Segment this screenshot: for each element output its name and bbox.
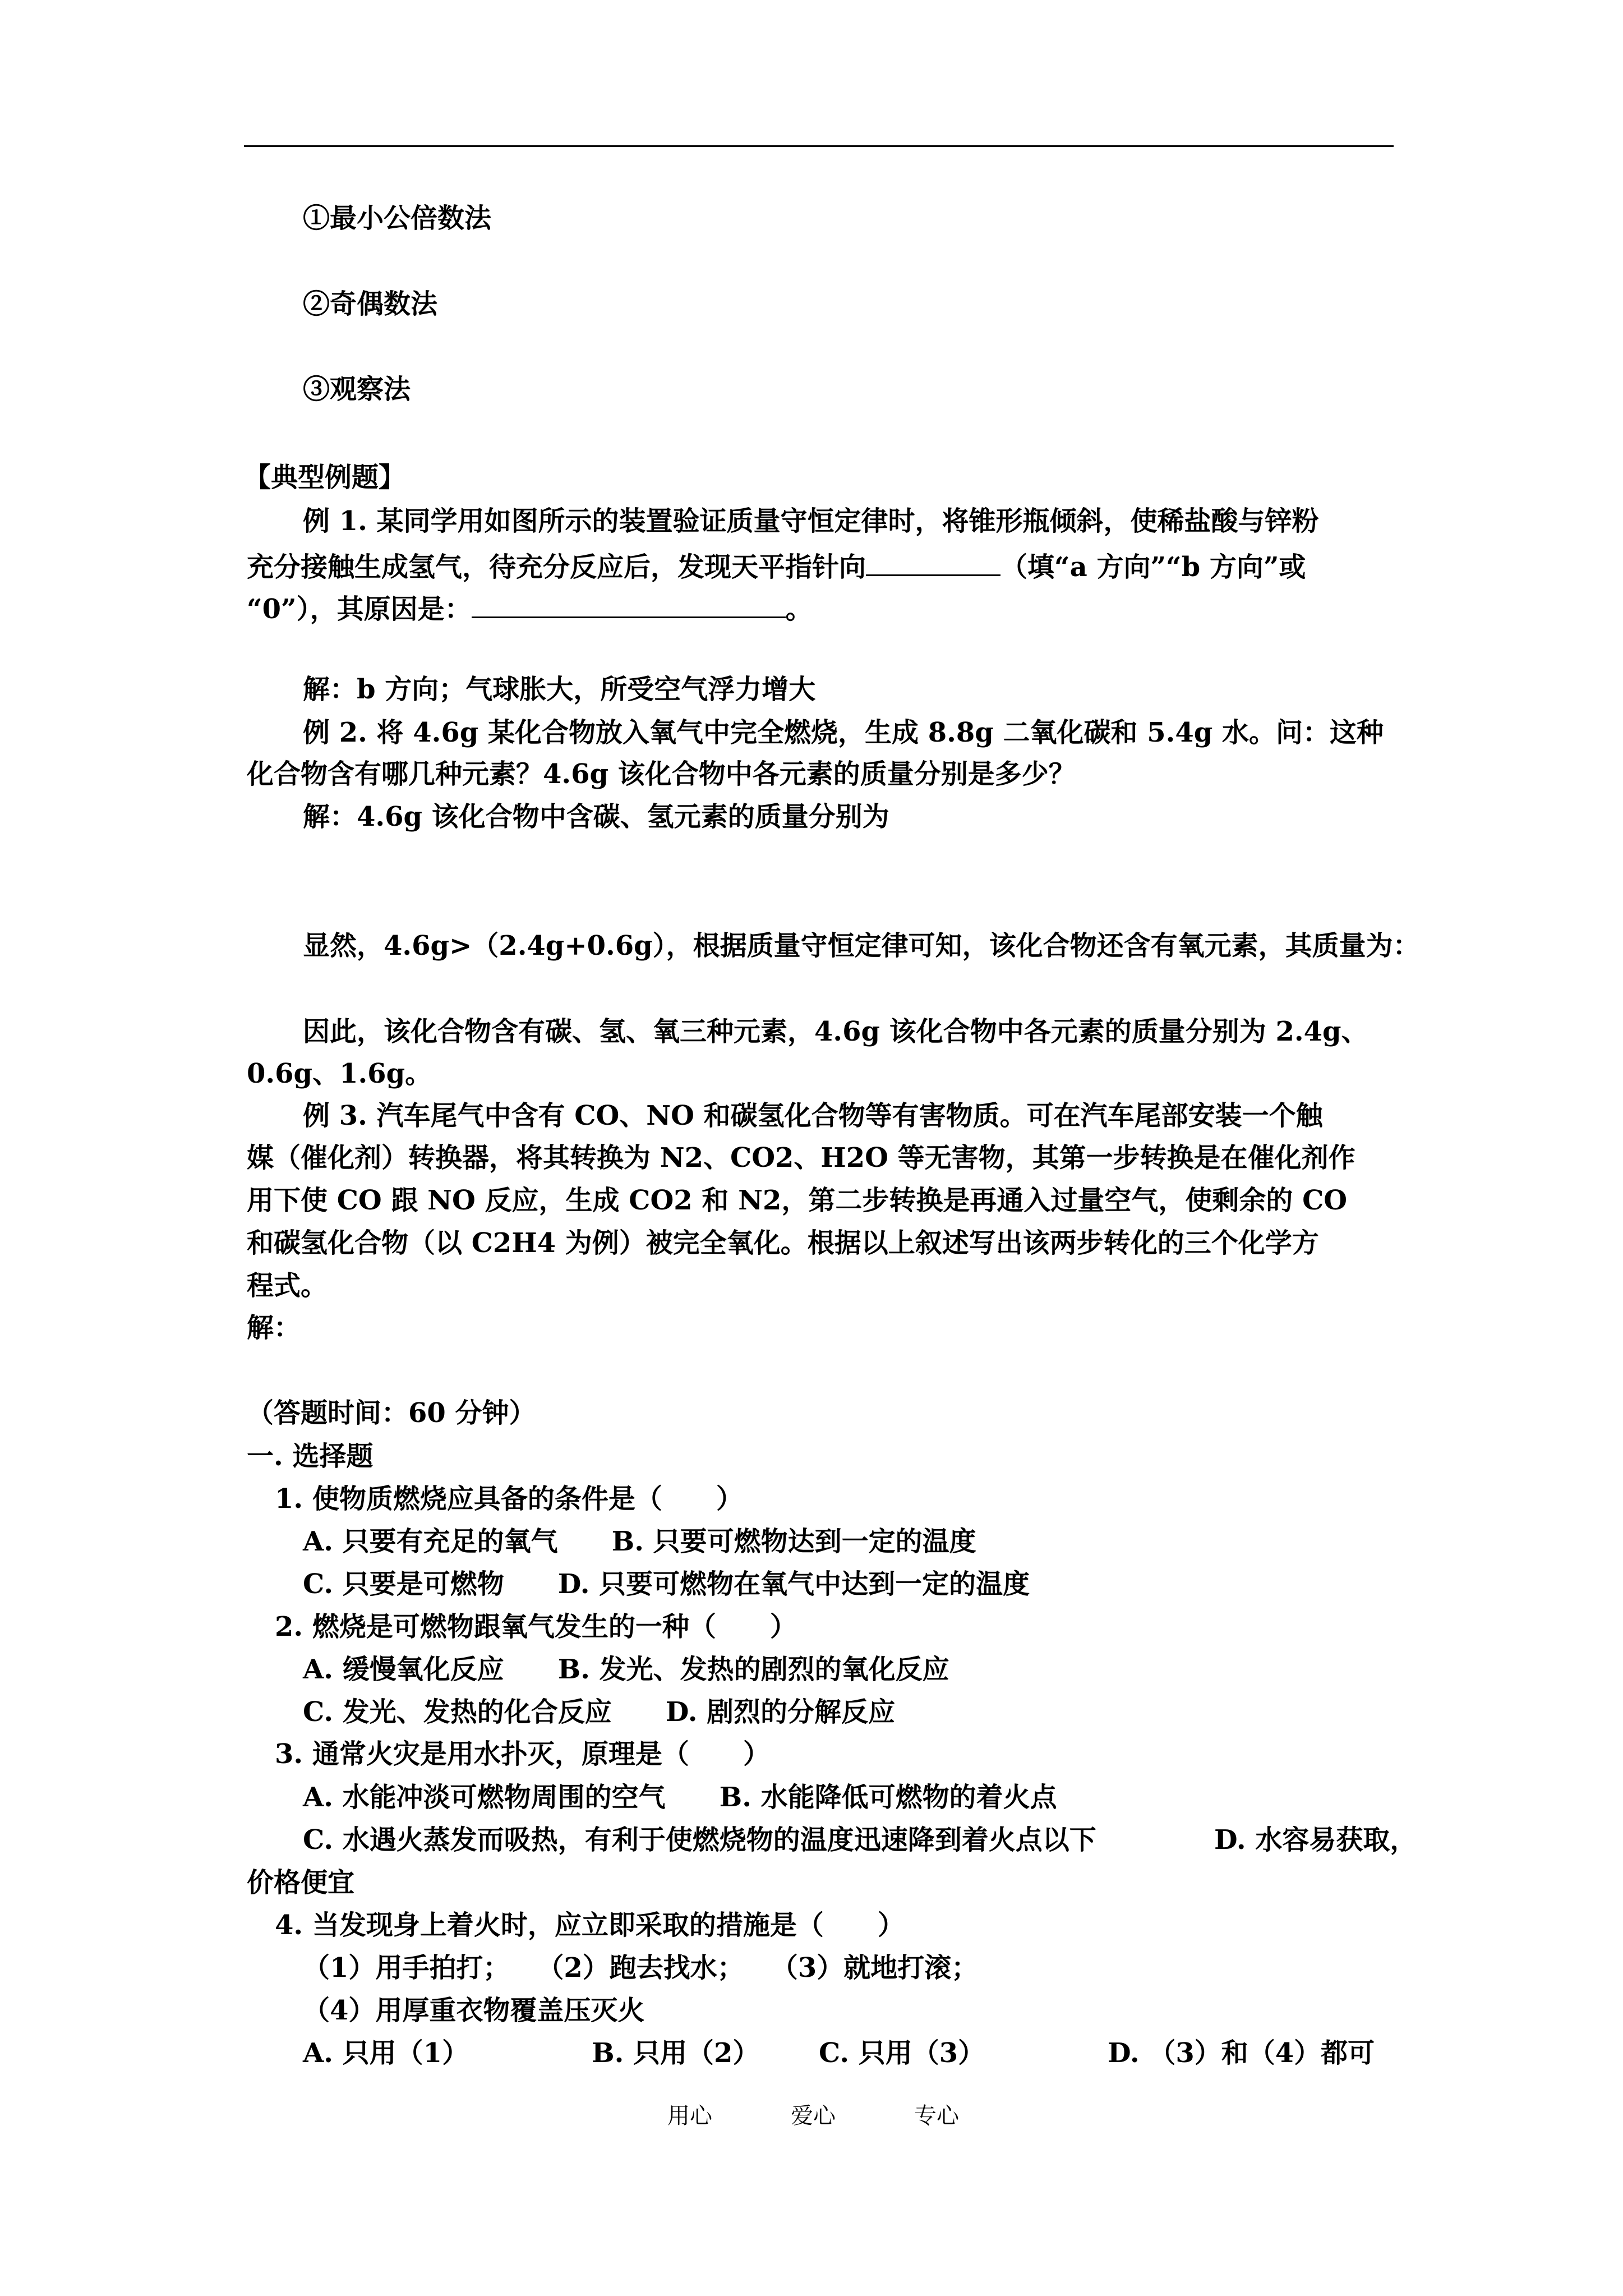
example2-line2: 化合物含有哪几种元素？4.6g 该化合物中各元素的质量分别是多少？ bbox=[247, 758, 1076, 790]
footer-text-3: 专心 bbox=[914, 2103, 959, 2129]
example2-line1: 例 2. 将 4.6g 某化合物放入氧气中完全燃烧，生成 8.8g 二氧化碳和 5.4g 水。问：这种 bbox=[303, 717, 1384, 748]
question-4-option-c: C. 只用（3） bbox=[819, 2037, 985, 2069]
example3-line1: 例 3. 汽车尾气中含有 CO、NO 和碳氢化合物等有害物质。可在汽车尾部安装一个触 bbox=[303, 1100, 1323, 1131]
section-heading: 【典型例题】 bbox=[244, 462, 406, 493]
question-2: 2. 燃烧是可燃物跟氧气发生的一种（ ） bbox=[275, 1611, 797, 1642]
example1-answer: 解：b 方向；气球胀大，所受空气浮力增大 bbox=[303, 674, 816, 705]
example1-line2-options: （填“a 方向”“b 方向”或 bbox=[1000, 551, 1306, 583]
question-4-option-d: D. （3）和（4）都可 bbox=[1108, 2037, 1375, 2069]
question-3-option-d: D. 水容易获取， bbox=[1214, 1824, 1417, 1856]
example3-line5: 程式。 bbox=[247, 1270, 328, 1301]
example3-line2: 媒（催化剂）转换器，将其转换为 N2、CO2、H2O 等无害物，其第一步转换是在催化剂作 bbox=[247, 1142, 1355, 1174]
question-1-options-row1: A. 只要有充足的氧气 B. 只要可燃物达到一定的温度 bbox=[303, 1526, 976, 1557]
question-2-options-row1: A. 缓慢氧化反应 B. 发光、发热的剧烈的氧化反应 bbox=[303, 1654, 949, 1685]
question-4: 4. 当发现身上着火时，应立即采取的措施是（ ） bbox=[275, 1910, 905, 1941]
example1-line2-text: 充分接触生成氢气，待充分反应后，发现天平指针向 bbox=[247, 551, 866, 583]
example2-answer2: 显然，4.6g>（2.4g+0.6g），根据质量守恒定律可知，该化合物还含有氧元素，其质量为： bbox=[303, 930, 1420, 961]
example2-answer1: 解：4.6g 该化合物中含碳、氢元素的质量分别为 bbox=[303, 801, 889, 832]
question-4-items-row1: （1）用手拍打； （2）跑去找水； （3）就地打滚； bbox=[303, 1952, 979, 1984]
time-note: （答题时间：60 分钟） bbox=[247, 1397, 536, 1429]
example1-line3-end: 。 bbox=[785, 593, 813, 625]
question-4-items-row2: （4）用厚重衣物覆盖压灭火 bbox=[303, 1995, 645, 2026]
method-observation: ③观察法 bbox=[303, 374, 411, 405]
question-4-option-b: B. 只用（2） bbox=[592, 2037, 760, 2069]
example1-line3-text: “0”），其原因是： bbox=[247, 593, 472, 625]
example2-answer3: 因此，该化合物含有碳、氢、氧三种元素，4.6g 该化合物中各元素的质量分别为 2.4g、 bbox=[303, 1016, 1368, 1047]
example2-answer4: 0.6g、1.6g。 bbox=[247, 1058, 432, 1089]
section1-title: 一. 选择题 bbox=[247, 1441, 374, 1472]
question-2-options-row2: C. 发光、发热的化合反应 D. 剧烈的分解反应 bbox=[303, 1696, 896, 1728]
answer-blank-reason[interactable] bbox=[472, 592, 786, 618]
method-odd-even: ②奇偶数法 bbox=[303, 288, 438, 320]
example1-line1: 例 1. 某同学用如图所示的装置验证质量守恒定律时，将锥形瓶倾斜，使稀盐酸与锌粉 bbox=[303, 505, 1319, 537]
question-1: 1. 使物质燃烧应具备的条件是（ ） bbox=[275, 1483, 743, 1515]
example3-answer: 解： bbox=[247, 1312, 301, 1343]
question-1-options-row2: C. 只要是可燃物 D. 只要可燃物在氧气中达到一定的温度 bbox=[303, 1568, 1030, 1600]
example3-line4: 和碳氢化合物（以 C2H4 为例）被完全氧化。根据以上叙述写出该两步转化的三个化学方 bbox=[247, 1227, 1319, 1259]
example3-line3: 用下使 CO 跟 NO 反应，生成 CO2 和 N2，第二步转换是再通入过量空气，使剩余的 CO bbox=[247, 1185, 1348, 1216]
answer-blank-direction[interactable] bbox=[866, 550, 1000, 576]
footer-text-2: 爱心 bbox=[791, 2103, 836, 2129]
example1-line2 bbox=[247, 550, 1306, 581]
header-rule bbox=[244, 145, 1394, 147]
question-3-options-row2: C. 水遇火蒸发而吸热，有利于使燃烧物的温度迅速降到着火点以下 bbox=[303, 1824, 1096, 1856]
question-4-option-a: A. 只用（1） bbox=[303, 2037, 469, 2069]
method-lcm: ①最小公倍数法 bbox=[303, 203, 492, 234]
question-3-options-row3: 价格便宜 bbox=[247, 1867, 355, 1898]
question-3-options-row1: A. 水能冲淡可燃物周围的空气 B. 水能降低可燃物的着火点 bbox=[303, 1782, 1057, 1813]
question-3: 3. 通常火灾是用水扑灭，原理是（ ） bbox=[275, 1738, 770, 1770]
example1-line3 bbox=[247, 592, 813, 623]
footer-text-1: 用心 bbox=[667, 2103, 712, 2129]
